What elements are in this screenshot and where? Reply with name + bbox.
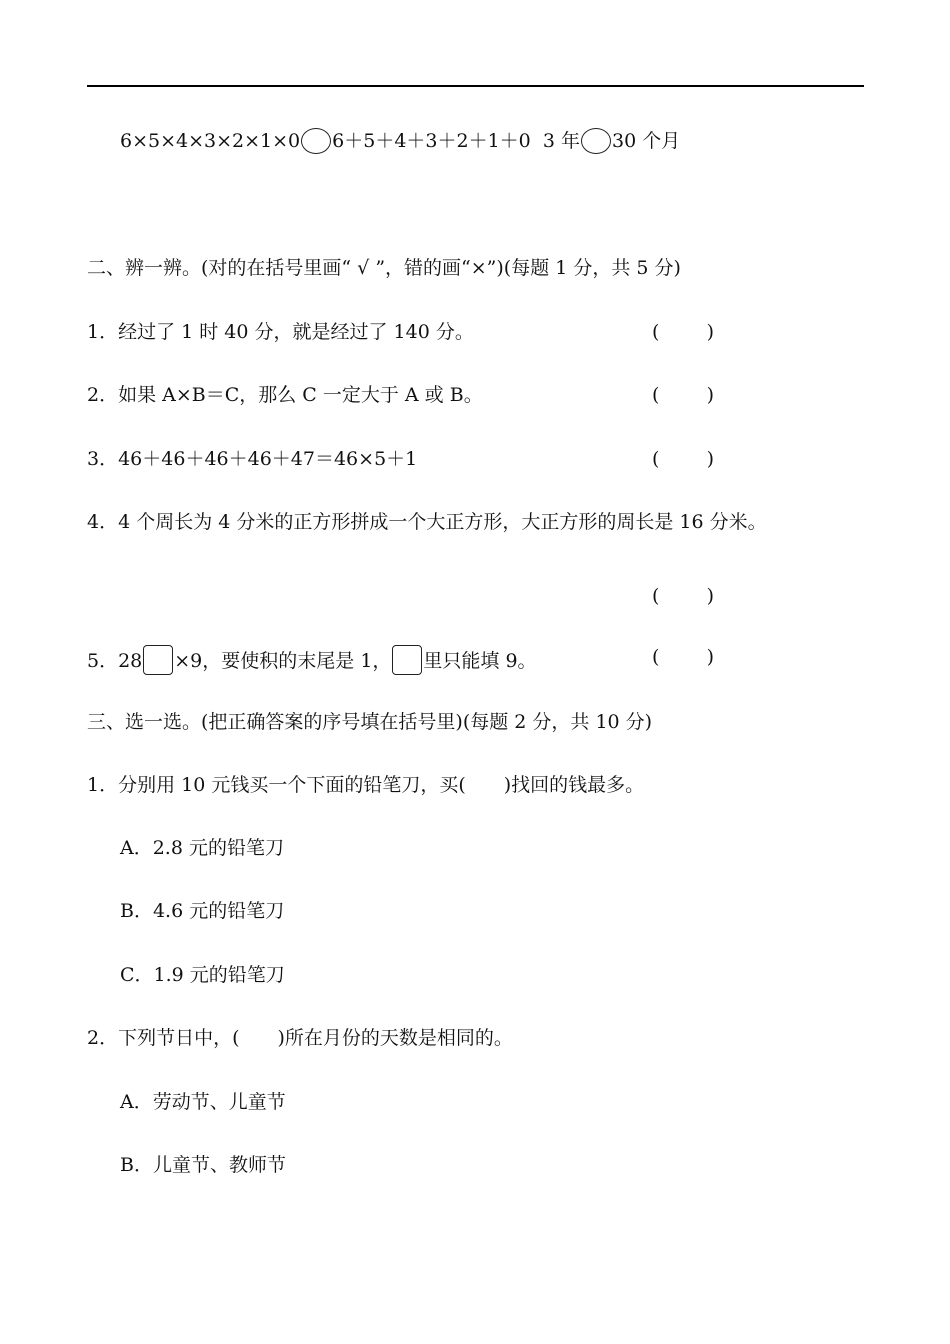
compare-left-expr: 6×5×4×3×2×1×0 (120, 130, 301, 152)
answer-paren-1[interactable]: ( ) (652, 321, 714, 343)
answer-paren-2[interactable]: ( ) (652, 384, 714, 406)
judge-item-4: 4．4 个周长为 4 分米的正方形拼成一个大正方形，大正方形的周长是 16 分米。 (87, 511, 767, 533)
compare-line (120, 128, 680, 154)
compare-right2: 30 个月 (612, 130, 681, 152)
judge-item-1: 1．经过了 1 时 40 分，就是经过了 140 分。 (87, 321, 474, 343)
choice-question-1: 1．分别用 10 元钱买一个下面的铅笔刀，买( )找回的钱最多。 (87, 774, 645, 796)
compare-circle-1[interactable] (301, 128, 331, 154)
answer-paren-4[interactable]: ( ) (652, 585, 714, 607)
header-rule (87, 85, 864, 87)
q1-option-c: C．1.9 元的铅笔刀 (120, 964, 285, 986)
answer-paren-3[interactable]: ( ) (652, 448, 714, 470)
compare-left2: 3 年 (542, 130, 580, 152)
digit-box-1[interactable] (143, 645, 173, 675)
section3-title: 三、选一选。(把正确答案的序号填在括号里)(每题 2 分，共 10 分) (87, 711, 653, 733)
q2-option-b: B．儿童节、教师节 (120, 1154, 286, 1176)
judge-item-2: 2．如果 A×B＝C，那么 C 一定大于 A 或 B。 (87, 384, 483, 406)
compare-right-expr: 6＋5＋4＋3＋2＋1＋0 (332, 130, 531, 152)
digit-box-2[interactable] (392, 645, 422, 675)
compare-circle-2[interactable] (581, 128, 611, 154)
q1-option-b: B．4.6 元的铅笔刀 (120, 900, 285, 922)
choice-question-2: 2．下列节日中，( )所在月份的天数是相同的。 (87, 1027, 513, 1049)
q2-option-a: A．劳动节、儿童节 (120, 1091, 286, 1113)
judge-item-5: 5．28 ×9，要使积的末尾是 1， 里只能填 9。 (87, 645, 537, 675)
judge-item-3: 3．46＋46＋46＋46＋47＝46×5＋1 (87, 448, 418, 470)
section2-title: 二、辨一辨。(对的在括号里画“ √ ”，错的画“×”)(每题 1 分，共 5 分) (87, 257, 681, 279)
answer-paren-5[interactable]: ( ) (652, 646, 714, 668)
q1-option-a: A．2.8 元的铅笔刀 (120, 837, 284, 859)
